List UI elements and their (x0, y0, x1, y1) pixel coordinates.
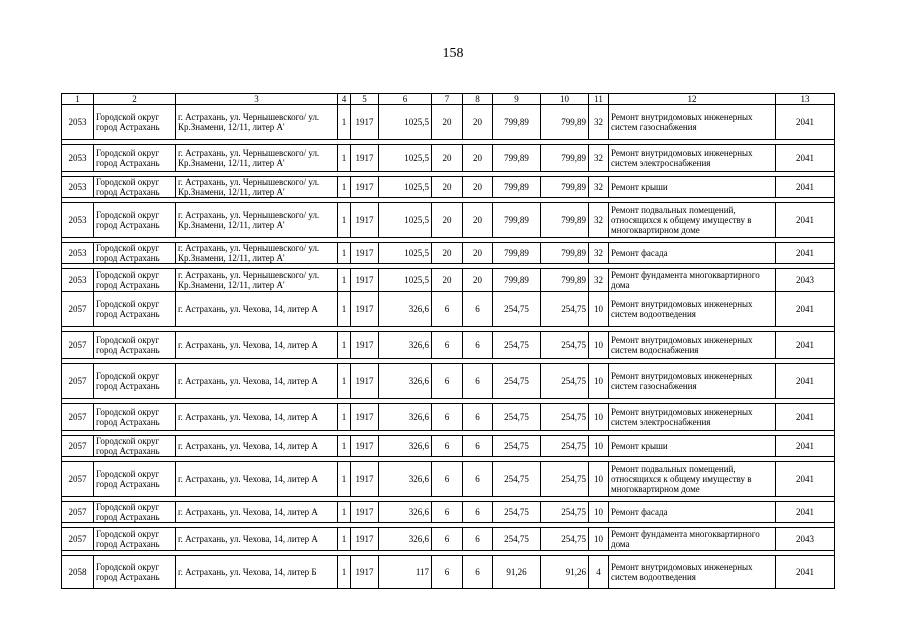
year-cell: 1917 (351, 332, 379, 359)
municipality-cell: Городской округ город Астрахань (94, 145, 176, 172)
municipality-cell: Городской округ город Астрахань (94, 332, 176, 359)
col-7-cell: 6 (432, 502, 463, 523)
col-4-cell: 1 (338, 556, 351, 589)
col-8-cell: 6 (463, 502, 493, 523)
table-row (62, 203, 835, 238)
row-number-cell: 2057 (62, 502, 94, 523)
col-9-cell: 91,26 (493, 556, 541, 589)
year-cell: 1917 (351, 364, 379, 399)
col-header: 10 (541, 94, 589, 105)
table-row (62, 404, 835, 431)
col-8-cell: 6 (463, 556, 493, 589)
col-10-cell: 254,75 (541, 404, 589, 431)
address-cell: г. Астрахань, ул. Чехова, 14, литер А (176, 528, 338, 551)
year-cell: 1917 (351, 145, 379, 172)
year-cell: 1917 (351, 105, 379, 140)
municipality-cell: Городской округ город Астрахань (94, 404, 176, 431)
col-header: 3 (176, 94, 338, 105)
area-cell: 326,6 (379, 436, 432, 457)
col-4-cell: 1 (338, 105, 351, 140)
col-11-cell: 10 (589, 502, 609, 523)
col-10-cell: 254,75 (541, 528, 589, 551)
row-number-cell: 2057 (62, 528, 94, 551)
col-10-cell: 91,26 (541, 556, 589, 589)
planned-year-cell: 2043 (776, 269, 835, 292)
row-number-cell: 2053 (62, 269, 94, 292)
area-cell: 326,6 (379, 332, 432, 359)
col-11-cell: 10 (589, 462, 609, 497)
col-7-cell: 6 (432, 332, 463, 359)
table-row (62, 105, 835, 140)
col-11-cell: 4 (589, 556, 609, 589)
table-row (62, 364, 835, 399)
address-cell: г. Астрахань, ул. Чернышевского/ ул. Кр.Знамени, 12/11, литер А' (176, 105, 338, 140)
header-row (62, 94, 835, 105)
col-10-cell: 799,89 (541, 105, 589, 140)
table-row (62, 556, 835, 589)
col-11-cell: 10 (589, 436, 609, 457)
col-header: 13 (776, 94, 835, 105)
col-7-cell: 6 (432, 462, 463, 497)
col-header: 7 (432, 94, 463, 105)
work-type-cell: Ремонт внутридомовых инженерных систем газоснабжения (609, 364, 776, 399)
work-type-cell: Ремонт фасада (609, 502, 776, 523)
area-cell: 1025,5 (379, 145, 432, 172)
col-8-cell: 6 (463, 404, 493, 431)
work-type-cell: Ремонт фундамента многоквартирного дома (609, 269, 776, 292)
row-number-cell: 2053 (62, 203, 94, 238)
col-9-cell: 799,89 (493, 269, 541, 292)
table-row (62, 502, 835, 523)
table-row (62, 292, 835, 327)
col-9-cell: 254,75 (493, 292, 541, 327)
col-9-cell: 799,89 (493, 177, 541, 198)
col-11-cell: 10 (589, 292, 609, 327)
work-type-cell: Ремонт внутридомовых инженерных систем водоотведения (609, 292, 776, 327)
col-9-cell: 254,75 (493, 436, 541, 457)
municipality-cell: Городской округ город Астрахань (94, 269, 176, 292)
col-11-cell: 32 (589, 243, 609, 264)
year-cell: 1917 (351, 528, 379, 551)
col-9-cell: 799,89 (493, 145, 541, 172)
planned-year-cell: 2041 (776, 203, 835, 238)
col-9-cell: 799,89 (493, 105, 541, 140)
address-cell: г. Астрахань, ул. Чернышевского/ ул. Кр.Знамени, 12/11, литер А' (176, 269, 338, 292)
col-8-cell: 20 (463, 243, 493, 264)
area-cell: 326,6 (379, 462, 432, 497)
table-row (62, 177, 835, 198)
col-9-cell: 254,75 (493, 528, 541, 551)
planned-year-cell: 2041 (776, 462, 835, 497)
municipality-cell: Городской округ город Астрахань (94, 177, 176, 198)
col-10-cell: 254,75 (541, 436, 589, 457)
address-cell: г. Астрахань, ул. Чернышевского/ ул. Кр.Знамени, 12/11, литер А' (176, 203, 338, 238)
work-type-cell: Ремонт фундамента многоквартирного дома (609, 528, 776, 551)
work-type-cell: Ремонт внутридомовых инженерных систем водоснабжения (609, 332, 776, 359)
planned-year-cell: 2041 (776, 404, 835, 431)
col-10-cell: 254,75 (541, 502, 589, 523)
col-header: 1 (62, 94, 94, 105)
col-7-cell: 20 (432, 177, 463, 198)
row-number-cell: 2057 (62, 404, 94, 431)
col-4-cell: 1 (338, 404, 351, 431)
year-cell: 1917 (351, 502, 379, 523)
col-header: 5 (351, 94, 379, 105)
work-type-cell: Ремонт внутридомовых инженерных систем водоотведения (609, 556, 776, 589)
row-number-cell: 2057 (62, 364, 94, 399)
col-11-cell: 32 (589, 203, 609, 238)
col-header: 4 (338, 94, 351, 105)
col-8-cell: 6 (463, 332, 493, 359)
area-cell: 326,6 (379, 502, 432, 523)
year-cell: 1917 (351, 462, 379, 497)
col-11-cell: 32 (589, 177, 609, 198)
row-number-cell: 2057 (62, 436, 94, 457)
row-number-cell: 2057 (62, 292, 94, 327)
col-header: 6 (379, 94, 432, 105)
work-type-cell: Ремонт подвальных помещений, относящихся к общему имуществу в многоквартирном доме (609, 462, 776, 497)
municipality-cell: Городской округ город Астрахань (94, 243, 176, 264)
col-8-cell: 6 (463, 462, 493, 497)
table-row (62, 462, 835, 497)
year-cell: 1917 (351, 404, 379, 431)
col-8-cell: 20 (463, 269, 493, 292)
col-header: 8 (463, 94, 493, 105)
planned-year-cell: 2043 (776, 528, 835, 551)
work-type-cell: Ремонт внутридомовых инженерных систем газоснабжения (609, 105, 776, 140)
col-header: 11 (589, 94, 609, 105)
area-cell: 326,6 (379, 364, 432, 399)
col-8-cell: 20 (463, 203, 493, 238)
work-type-cell: Ремонт подвальных помещений, относящихся к общему имуществу в многоквартирном доме (609, 203, 776, 238)
work-type-cell: Ремонт крыши (609, 436, 776, 457)
col-11-cell: 10 (589, 404, 609, 431)
municipality-cell: Городской округ город Астрахань (94, 528, 176, 551)
col-9-cell: 254,75 (493, 502, 541, 523)
municipality-cell: Городской округ город Астрахань (94, 364, 176, 399)
col-4-cell: 1 (338, 145, 351, 172)
col-8-cell: 6 (463, 528, 493, 551)
municipality-cell: Городской округ город Астрахань (94, 292, 176, 327)
col-4-cell: 1 (338, 332, 351, 359)
address-cell: г. Астрахань, ул. Чехова, 14, литер А (176, 502, 338, 523)
col-7-cell: 20 (432, 243, 463, 264)
municipality-cell: Городской округ город Астрахань (94, 462, 176, 497)
col-7-cell: 20 (432, 105, 463, 140)
municipality-cell: Городской округ город Астрахань (94, 556, 176, 589)
work-type-cell: Ремонт внутридомовых инженерных систем электроснабжения (609, 145, 776, 172)
col-9-cell: 799,89 (493, 203, 541, 238)
col-7-cell: 20 (432, 269, 463, 292)
address-cell: г. Астрахань, ул. Чехова, 14, литер А (176, 462, 338, 497)
address-cell: г. Астрахань, ул. Чернышевского/ ул. Кр.Знамени, 12/11, литер А' (176, 145, 338, 172)
area-cell: 1025,5 (379, 105, 432, 140)
col-4-cell: 1 (338, 243, 351, 264)
col-4-cell: 1 (338, 502, 351, 523)
col-9-cell: 799,89 (493, 243, 541, 264)
col-8-cell: 20 (463, 177, 493, 198)
address-cell: г. Астрахань, ул. Чехова, 14, литер А (176, 364, 338, 399)
planned-year-cell: 2041 (776, 332, 835, 359)
row-number-cell: 2053 (62, 105, 94, 140)
address-cell: г. Астрахань, ул. Чернышевского/ ул. Кр.Знамени, 12/11, литер А' (176, 243, 338, 264)
table-row (62, 528, 835, 551)
municipality-cell: Городской округ город Астрахань (94, 502, 176, 523)
col-10-cell: 799,89 (541, 145, 589, 172)
col-7-cell: 6 (432, 292, 463, 327)
planned-year-cell: 2041 (776, 177, 835, 198)
row-number-cell: 2053 (62, 243, 94, 264)
planned-year-cell: 2041 (776, 502, 835, 523)
planned-year-cell: 2041 (776, 292, 835, 327)
municipality-cell: Городской округ город Астрахань (94, 105, 176, 140)
col-7-cell: 6 (432, 364, 463, 399)
area-cell: 326,6 (379, 404, 432, 431)
year-cell: 1917 (351, 243, 379, 264)
area-cell: 326,6 (379, 528, 432, 551)
col-header: 9 (493, 94, 541, 105)
col-11-cell: 10 (589, 528, 609, 551)
col-4-cell: 1 (338, 269, 351, 292)
address-cell: г. Астрахань, ул. Чехова, 14, литер Б (176, 556, 338, 589)
planned-year-cell: 2041 (776, 243, 835, 264)
col-8-cell: 6 (463, 292, 493, 327)
row-number-cell: 2057 (62, 332, 94, 359)
col-8-cell: 20 (463, 105, 493, 140)
area-cell: 1025,5 (379, 269, 432, 292)
col-7-cell: 6 (432, 436, 463, 457)
address-cell: г. Астрахань, ул. Чехова, 14, литер А (176, 292, 338, 327)
col-10-cell: 799,89 (541, 243, 589, 264)
work-type-cell: Ремонт фасада (609, 243, 776, 264)
year-cell: 1917 (351, 556, 379, 589)
col-11-cell: 32 (589, 145, 609, 172)
col-7-cell: 20 (432, 203, 463, 238)
row-number-cell: 2053 (62, 145, 94, 172)
col-10-cell: 254,75 (541, 462, 589, 497)
register-table (61, 93, 835, 589)
year-cell: 1917 (351, 177, 379, 198)
col-10-cell: 799,89 (541, 269, 589, 292)
planned-year-cell: 2041 (776, 556, 835, 589)
year-cell: 1917 (351, 436, 379, 457)
municipality-cell: Городской округ город Астрахань (94, 203, 176, 238)
col-10-cell: 254,75 (541, 292, 589, 327)
col-10-cell: 799,89 (541, 203, 589, 238)
table-row (62, 145, 835, 172)
col-7-cell: 6 (432, 528, 463, 551)
col-8-cell: 20 (463, 145, 493, 172)
work-type-cell: Ремонт крыши (609, 177, 776, 198)
address-cell: г. Астрахань, ул. Чехова, 14, литер А (176, 404, 338, 431)
col-7-cell: 6 (432, 556, 463, 589)
table-row (62, 243, 835, 264)
address-cell: г. Астрахань, ул. Чехова, 14, литер А (176, 436, 338, 457)
col-header: 2 (94, 94, 176, 105)
col-7-cell: 6 (432, 404, 463, 431)
col-header: 12 (609, 94, 776, 105)
table-row (62, 436, 835, 457)
year-cell: 1917 (351, 269, 379, 292)
col-4-cell: 1 (338, 462, 351, 497)
municipality-cell: Городской округ город Астрахань (94, 436, 176, 457)
page-number: 158 (442, 46, 464, 61)
planned-year-cell: 2041 (776, 145, 835, 172)
area-cell: 117 (379, 556, 432, 589)
row-number-cell: 2058 (62, 556, 94, 589)
area-cell: 1025,5 (379, 203, 432, 238)
table-row (62, 269, 835, 292)
col-4-cell: 1 (338, 528, 351, 551)
col-10-cell: 799,89 (541, 177, 589, 198)
area-cell: 1025,5 (379, 177, 432, 198)
col-10-cell: 254,75 (541, 332, 589, 359)
col-11-cell: 32 (589, 269, 609, 292)
address-cell: г. Астрахань, ул. Чернышевского/ ул. Кр.Знамени, 12/11, литер А' (176, 177, 338, 198)
col-7-cell: 20 (432, 145, 463, 172)
col-11-cell: 32 (589, 105, 609, 140)
col-9-cell: 254,75 (493, 364, 541, 399)
year-cell: 1917 (351, 292, 379, 327)
row-number-cell: 2057 (62, 462, 94, 497)
col-4-cell: 1 (338, 292, 351, 327)
year-cell: 1917 (351, 203, 379, 238)
col-4-cell: 1 (338, 364, 351, 399)
planned-year-cell: 2041 (776, 364, 835, 399)
col-8-cell: 6 (463, 436, 493, 457)
col-9-cell: 254,75 (493, 462, 541, 497)
planned-year-cell: 2041 (776, 105, 835, 140)
col-4-cell: 1 (338, 436, 351, 457)
address-cell: г. Астрахань, ул. Чехова, 14, литер А (176, 332, 338, 359)
col-9-cell: 254,75 (493, 404, 541, 431)
row-number-cell: 2053 (62, 177, 94, 198)
col-10-cell: 254,75 (541, 364, 589, 399)
col-8-cell: 6 (463, 364, 493, 399)
col-11-cell: 10 (589, 332, 609, 359)
col-11-cell: 10 (589, 364, 609, 399)
col-4-cell: 1 (338, 203, 351, 238)
work-type-cell: Ремонт внутридомовых инженерных систем электроснабжения (609, 404, 776, 431)
table-row (62, 332, 835, 359)
col-9-cell: 254,75 (493, 332, 541, 359)
area-cell: 1025,5 (379, 243, 432, 264)
planned-year-cell: 2041 (776, 436, 835, 457)
area-cell: 326,6 (379, 292, 432, 327)
col-4-cell: 1 (338, 177, 351, 198)
